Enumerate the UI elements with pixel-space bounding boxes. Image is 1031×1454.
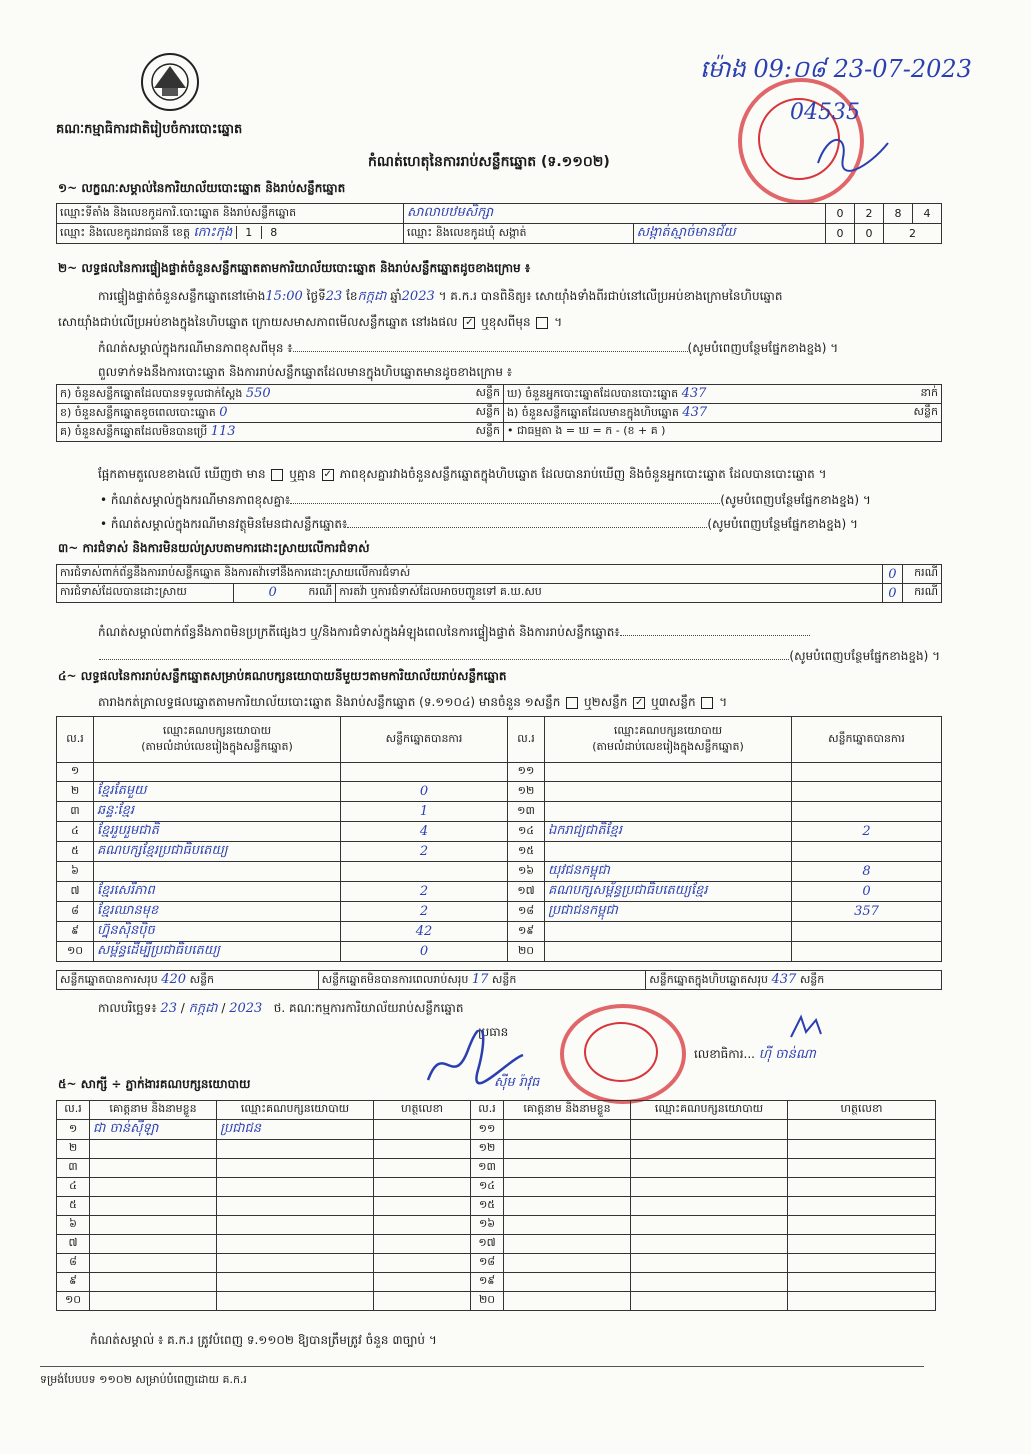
witness-sign-cell bbox=[374, 1120, 471, 1140]
result-votes-cell: 357 bbox=[792, 902, 942, 922]
section2-title: ២~ លទ្ធផលនៃការផ្ទៀងផ្ទាត់ចំនួនសន្លឹកឆ្នោតតាមការិយាល័យបោះឆ្នោត និងរាប់សន្លឹកឆ្នោតដូចខាងក្រោម ៖ bbox=[58, 261, 531, 275]
result-votes-cell bbox=[341, 862, 508, 882]
has-difference-checkbox[interactable] bbox=[271, 469, 283, 481]
result-no-cell: ៤ bbox=[57, 822, 94, 842]
witness-party-cell bbox=[631, 1178, 788, 1197]
witness-row bbox=[57, 1216, 936, 1235]
bullet-difference: • កំណត់សម្គាល់ក្នុងករណីមានភាពខុសគ្នា៖ (សូមបំពេញបន្ថែមផ្នែកខាងខ្នង) ។ bbox=[100, 493, 871, 507]
section5-title: ៥~ សាក្សី ÷ ភ្នាក់ងារគណបក្សនយោបាយ bbox=[58, 1077, 251, 1091]
resolved-label: ការជំទាស់ដែលបានដោះស្រាយ bbox=[57, 584, 234, 603]
witness-party-cell bbox=[631, 1120, 788, 1140]
result-party-cell: ហ្វ៊ុនស៊ិនប៉ិច bbox=[94, 922, 341, 942]
result-party-cell: សម្ព័ន្ធដើម្បីប្រជាធិបតេយ្យ bbox=[94, 942, 341, 962]
result-party-cell bbox=[545, 763, 792, 782]
chair-label: ប្រធាន bbox=[478, 1025, 509, 1039]
result-party-cell: ឆន្ទៈខ្មែរ bbox=[94, 802, 341, 822]
witness-sign-cell bbox=[788, 1140, 936, 1159]
witness-party-cell bbox=[631, 1292, 788, 1311]
location-code-2: 2 bbox=[855, 204, 884, 224]
witness-no-cell: ១៥ bbox=[471, 1197, 504, 1216]
w-col-no-right: ល.រ bbox=[471, 1101, 504, 1120]
witness-sign-cell bbox=[374, 1254, 471, 1273]
witness-no-cell: ៥ bbox=[57, 1197, 90, 1216]
voters-value: 437 bbox=[681, 385, 707, 401]
box-total: សន្លឹកឆ្នោតក្នុងហិបឆ្នោតសរុប 437 សន្លឹក bbox=[646, 971, 942, 990]
witness-no-cell: ១៩ bbox=[471, 1273, 504, 1292]
witness-sign-cell bbox=[788, 1197, 936, 1216]
result-no-cell: ១០ bbox=[57, 942, 94, 962]
witness-name-cell bbox=[90, 1197, 217, 1216]
footer-divider bbox=[40, 1366, 924, 1367]
witness-name-cell bbox=[504, 1178, 631, 1197]
one-sheet-checkbox[interactable] bbox=[566, 697, 578, 709]
witness-row bbox=[57, 1178, 936, 1197]
col-party-right: ឈ្មោះគណបក្សនយោបាយ (តាមលំដាប់លេខរៀងក្នុងសន្លឹកឆ្នោត) bbox=[545, 717, 792, 763]
valid-total-value: 420 bbox=[161, 971, 187, 987]
result-votes-cell: 2 bbox=[341, 882, 508, 902]
witness-sign-cell bbox=[788, 1254, 936, 1273]
result-votes-cell: 1 bbox=[341, 802, 508, 822]
witness-party-cell bbox=[217, 1292, 374, 1311]
result-no-cell: ១៥ bbox=[508, 842, 545, 862]
table-row bbox=[57, 942, 942, 962]
w-col-sign-right: ហត្ថលេខា bbox=[788, 1101, 936, 1120]
witness-party-cell bbox=[631, 1216, 788, 1235]
witness-no-cell: ១៧ bbox=[471, 1235, 504, 1254]
results-table bbox=[56, 716, 942, 962]
col-votes-right: សន្លឹកឆ្នោតបានការ bbox=[792, 717, 942, 763]
complaints-table bbox=[56, 564, 942, 603]
received-ballots-value: 550 bbox=[245, 385, 271, 401]
location-code-1: 0 bbox=[826, 204, 855, 224]
witness-name-cell bbox=[504, 1197, 631, 1216]
witness-party-cell bbox=[217, 1178, 374, 1197]
date-line: កាលបរិច្ឆេទ៖ 23 / កក្កដា / 2023 ថ. គណៈកម្មការការិយាល័យរាប់សន្លឹកឆ្នោត bbox=[98, 1001, 464, 1016]
result-no-cell: ១ bbox=[57, 763, 94, 782]
voters-row: ឃ) ចំនួនអ្នកបោះឆ្នោតដែលបានបោះឆ្នោត 437 នាក់ bbox=[504, 385, 942, 404]
result-no-cell: ១៨ bbox=[508, 902, 545, 922]
witness-no-cell: ៧ bbox=[57, 1235, 90, 1254]
three-sheet-checkbox[interactable] bbox=[701, 697, 713, 709]
result-votes-cell bbox=[792, 763, 942, 782]
seal-check-line: សោយ៉ាំងជាប់លើប្រអប់ខាងក្នុងនៃហិបឆ្នោត ក្រោយសមាសភាពមើលសន្លឹកឆ្នោត នៅរងផល ✓ ឬខុសពីមុន ។ bbox=[58, 315, 563, 329]
result-no-cell: ២ bbox=[57, 782, 94, 802]
result-no-cell: ៥ bbox=[57, 842, 94, 862]
witness-name-cell bbox=[90, 1235, 217, 1254]
result-votes-cell: 2 bbox=[792, 822, 942, 842]
result-party-cell bbox=[545, 782, 792, 802]
witness-no-cell: ៩ bbox=[57, 1273, 90, 1292]
section4-title: ៤~ លទ្ធផលនៃការរាប់សន្លឹកឆ្នោតសម្រាប់គណបក្សនយោបាយនីមួយៗតាមការិយាល័យរាប់សន្លឹកឆ្នោត bbox=[58, 669, 507, 683]
witness-row bbox=[57, 1292, 936, 1311]
witness-party-cell bbox=[217, 1254, 374, 1273]
witness-no-cell: ១៦ bbox=[471, 1216, 504, 1235]
witness-no-cell: ១៨ bbox=[471, 1254, 504, 1273]
commune-code-2: 0 bbox=[855, 224, 884, 244]
province-code-2: 8 bbox=[261, 226, 286, 239]
result-votes-cell bbox=[792, 942, 942, 962]
location-value: សាលាបឋមសិក្សា bbox=[404, 204, 826, 224]
witness-name-cell bbox=[90, 1273, 217, 1292]
footnote: កំណត់សម្គាល់ ៖ គ.ក.រ ត្រូវបំពេញ ទ.១១០២ ឱ្យបានត្រឹមត្រូវ ចំនួន ៣ច្បាប់ ។ bbox=[90, 1333, 437, 1347]
table-row bbox=[57, 922, 942, 942]
result-no-cell: ៨ bbox=[57, 902, 94, 922]
witness-sign-cell bbox=[788, 1292, 936, 1311]
witness-party-cell bbox=[631, 1140, 788, 1159]
irregularity-hint: (សូមបំពេញបន្ថែមផ្នែកខាងខ្នង) ។ bbox=[58, 648, 940, 664]
nec-emblem-icon bbox=[132, 48, 210, 114]
province-value: កោះកុង bbox=[193, 225, 233, 240]
result-party-cell bbox=[545, 842, 792, 862]
witness-name-cell bbox=[504, 1273, 631, 1292]
witness-party-cell bbox=[631, 1254, 788, 1273]
result-party-cell: យុវជនកម្ពុជា bbox=[545, 862, 792, 882]
witness-name-cell bbox=[504, 1159, 631, 1178]
valid-total: សន្លឹកឆ្នោតបានការសរុប 420 សន្លឹក bbox=[57, 971, 319, 990]
witness-row bbox=[57, 1197, 936, 1216]
box-ballots-row: ង) ចំនួនសន្លឹកឆ្នោតដែលមានក្នុងហិបឆ្នោត 437 សន្លឹក bbox=[504, 404, 942, 423]
witness-no-cell: ១១ bbox=[471, 1120, 504, 1140]
witness-row bbox=[57, 1273, 936, 1292]
witness-party-cell bbox=[217, 1235, 374, 1254]
witness-name-cell bbox=[504, 1140, 631, 1159]
stamp-bottom-inner-ring bbox=[584, 1022, 658, 1082]
result-votes-cell bbox=[792, 802, 942, 822]
result-votes-cell bbox=[341, 763, 508, 782]
witness-no-cell: ២០ bbox=[471, 1292, 504, 1311]
witness-sign-cell bbox=[374, 1140, 471, 1159]
complaints-label: ការជំទាស់ពាក់ព័ន្ធនឹងការរាប់សន្លឹកឆ្នោត និងការតវ៉ាទៅនឹងការដោះស្រាយលើការជំទាស់ bbox=[57, 565, 883, 584]
section1-table bbox=[56, 203, 942, 244]
witness-no-cell: ១៤ bbox=[471, 1178, 504, 1197]
witness-party-cell bbox=[631, 1273, 788, 1292]
witness-row bbox=[57, 1120, 936, 1140]
result-votes-cell: 0 bbox=[341, 782, 508, 802]
table-row bbox=[57, 782, 942, 802]
result-party-cell: ខ្មែរសេរីភាព bbox=[94, 882, 341, 902]
result-party-cell: ប្រជាជនកម្ពុជា bbox=[545, 902, 792, 922]
result-votes-cell: 0 bbox=[341, 942, 508, 962]
difference-note-line: កំណត់សម្គាល់ក្នុងករណីមានភាពខុសពីមុន ៖ (សូមបំពេញបន្ថែមផ្នែកខាងខ្នង) ។ bbox=[98, 341, 839, 355]
witness-party-cell bbox=[217, 1273, 374, 1292]
appeal-label: ការតវ៉ា ឬការជំទាស់ដែលអាចបញ្ជូនទៅ គ.ឃ.សប bbox=[336, 584, 883, 603]
result-votes-cell: 2 bbox=[341, 902, 508, 922]
witness-no-cell: ១០ bbox=[57, 1292, 90, 1311]
secretary-line: លេខាធិការ... ហ៊ី ចាន់ណា bbox=[694, 1047, 816, 1062]
witness-party-cell bbox=[217, 1140, 374, 1159]
result-party-cell bbox=[545, 922, 792, 942]
date-year: 2023 bbox=[229, 1001, 263, 1016]
witness-row bbox=[57, 1140, 936, 1159]
result-no-cell: ៩ bbox=[57, 922, 94, 942]
results-sheet-line: តារាងកត់ត្រាលទ្ធផលឆ្នោតតាមការិយាល័យបោះឆ្នោត និងរាប់សន្លឹកឆ្នោត (ទ.១១០៤) មានចំនួន ១សន្លឹក ឬ២សន្លឹក ✓ ឬ៣សន្លឹក ។ bbox=[98, 695, 728, 709]
result-party-cell: ខ្មែររួបរួមជាតិ bbox=[94, 822, 341, 842]
table-row bbox=[57, 882, 942, 902]
witness-name-cell bbox=[90, 1159, 217, 1178]
table-row bbox=[57, 862, 942, 882]
witness-sign-cell bbox=[788, 1120, 936, 1140]
witness-name-cell bbox=[504, 1292, 631, 1311]
section3-title: ៣~ ការជំទាស់ និងការមិនយល់ស្របតាមការដោះស្រាយលើការជំទាស់ bbox=[58, 541, 370, 555]
witness-table bbox=[56, 1100, 936, 1311]
result-no-cell: ៦ bbox=[57, 862, 94, 882]
result-no-cell: ១២ bbox=[508, 782, 545, 802]
witness-sign-cell bbox=[788, 1273, 936, 1292]
witness-party-cell bbox=[631, 1197, 788, 1216]
location-code-4: 4 bbox=[913, 204, 942, 224]
verification-month: កក្កដា bbox=[357, 289, 387, 304]
witness-name-cell bbox=[90, 1178, 217, 1197]
no-difference-checkbox[interactable]: ✓ bbox=[323, 468, 332, 480]
box-total-value: 437 bbox=[771, 971, 797, 987]
committee-name: គណៈកម្មាធិការជាតិរៀបចំការបោះឆ្នោត bbox=[56, 122, 243, 137]
result-votes-cell: 2 bbox=[341, 842, 508, 862]
received-ballots-row: ក) ចំនួនសន្លឹកឆ្នោតដែលបានទទួលជាក់ស្តែង 550 សន្លឹក bbox=[57, 385, 504, 404]
form-title: កំណត់ហេតុនៃការរាប់សន្លឹកឆ្នោត (ទ.១១០២) bbox=[368, 154, 610, 170]
col-votes-left: សន្លឹកឆ្នោតបានការ bbox=[341, 717, 508, 763]
unused-ballots-value: 113 bbox=[210, 423, 236, 439]
result-votes-cell bbox=[792, 782, 942, 802]
w-col-party-right: ឈ្មោះគណបក្សនយោបាយ bbox=[631, 1101, 788, 1120]
result-no-cell: ៣ bbox=[57, 802, 94, 822]
two-sheet-checkbox[interactable]: ✓ bbox=[635, 696, 644, 708]
box-ballots-value: 437 bbox=[682, 404, 708, 420]
witness-row bbox=[57, 1235, 936, 1254]
signature-top-icon bbox=[808, 128, 898, 178]
witness-sign-cell bbox=[374, 1292, 471, 1311]
bullet-foreign-object: • កំណត់សម្គាល់ក្នុងករណីមានវត្ថុមិនមែនជាសន្លឹកឆ្នោត៖ (សូមបំពេញបន្ថែមផ្នែកខាងខ្នង) ។ bbox=[100, 517, 858, 531]
witness-party-cell bbox=[217, 1197, 374, 1216]
appeal-value: 0 bbox=[883, 584, 902, 603]
committee-sign-label: ថ. គណៈកម្មការការិយាល័យរាប់សន្លឹកឆ្នោត bbox=[273, 1001, 464, 1015]
commune-code-3: 2 bbox=[884, 224, 942, 244]
witness-no-cell: ១៣ bbox=[471, 1159, 504, 1178]
table-row bbox=[57, 822, 942, 842]
invalid-total: សន្លឹកឆ្នោតមិនបានការពេលរាប់សរុប 17 សន្លឹក bbox=[318, 971, 646, 990]
witness-party-cell: ប្រជាជន bbox=[217, 1120, 374, 1140]
result-party-cell bbox=[94, 862, 341, 882]
w-col-sign-left: ហត្ថលេខា bbox=[374, 1101, 471, 1120]
date-day: 23 bbox=[160, 1001, 177, 1016]
result-votes-cell: 4 bbox=[341, 822, 508, 842]
witness-name-cell: ជា ចាន់ស៊ីឡា bbox=[90, 1120, 217, 1140]
witness-no-cell: ៦ bbox=[57, 1216, 90, 1235]
table-intro: ពួលទាក់ទងនឹងការបោះឆ្នោត និងការរាប់សន្លឹកឆ្នោតដែលមានក្នុងហិបឆ្នោតមានដូចខាងក្រោម ៖ bbox=[98, 365, 513, 379]
table-row bbox=[57, 842, 942, 862]
unused-ballots-row: គ) ចំនួនសន្លឹកឆ្នោតដែលមិនបានប្រើ 113 សន្លឹក bbox=[57, 423, 504, 442]
formula: • ជាធម្មតា ង = ឃ = ក - (ខ + គ ) bbox=[504, 423, 942, 442]
result-no-cell: ២០ bbox=[508, 942, 545, 962]
table-row bbox=[57, 763, 942, 782]
result-no-cell: ១៤ bbox=[508, 822, 545, 842]
commune-code-1: 0 bbox=[826, 224, 855, 244]
witness-row bbox=[57, 1159, 936, 1178]
spoiled-ballots-value: 0 bbox=[219, 404, 228, 420]
spoiled-ballots-row: ខ) ចំនួនសន្លឹកឆ្នោតខូចពេលបោះឆ្នោត 0 សន្លឹក bbox=[57, 404, 504, 423]
irregularity-note: កំណត់សម្គាល់ពាក់ព័ន្ធនឹងភាពមិនប្រក្រតីផ្សេងៗ ឬ/និងការជំទាស់ក្នុងអំឡុងពេលនៃការផ្ទៀងផ្ទាត់ និងការរាប់សន្លឹកឆ្នោត៖ bbox=[98, 624, 940, 640]
witness-no-cell: ៨ bbox=[57, 1254, 90, 1273]
same-checkbox[interactable]: ✓ bbox=[465, 316, 474, 328]
witness-no-cell: ១២ bbox=[471, 1140, 504, 1159]
result-votes-cell bbox=[792, 922, 942, 942]
complaints-value: 0 bbox=[883, 565, 902, 584]
witness-no-cell: ២ bbox=[57, 1140, 90, 1159]
secretary-signature-icon bbox=[786, 1012, 826, 1042]
complaints-unit: ករណី bbox=[902, 565, 941, 584]
witness-sign-cell bbox=[374, 1216, 471, 1235]
result-no-cell: ១៩ bbox=[508, 922, 545, 942]
witness-sign-cell bbox=[788, 1159, 936, 1178]
witness-sign-cell bbox=[374, 1178, 471, 1197]
section1-title: ១~ លក្ខណៈសម្គាល់នៃការិយាល័យបោះឆ្នោត និងរាប់សន្លឹកឆ្នោត bbox=[58, 181, 346, 195]
verification-time: 15:00 bbox=[265, 289, 303, 304]
witness-name-cell bbox=[504, 1235, 631, 1254]
result-votes-cell: 8 bbox=[792, 862, 942, 882]
stamp-number: 04535 bbox=[790, 100, 860, 125]
col-no-right: ល.រ bbox=[508, 717, 545, 763]
witness-name-cell bbox=[90, 1254, 217, 1273]
witness-party-cell bbox=[217, 1159, 374, 1178]
witness-party-cell bbox=[217, 1216, 374, 1235]
col-party-left: ឈ្មោះគណបក្សនយោបាយ (តាមលំដាប់លេខរៀងក្នុងសន្លឹកឆ្នោត) bbox=[94, 717, 341, 763]
difference-line: ផ្អែកតាមតួលេខខាងលើ ឃើញថា មាន ឬគ្មាន ✓ ភាពខុសគ្នារវាងចំនួនសន្លឹកឆ្នោតក្នុងហិបឆ្នោត ដែលបានរាប់ឃើញ និងចំនួនអ្នកបោះឆ្នោត ដែលបានបោះឆ្នោត ។ bbox=[98, 467, 827, 481]
witness-sign-cell bbox=[374, 1235, 471, 1254]
invalid-total-value: 17 bbox=[471, 971, 489, 987]
result-votes-cell: 42 bbox=[341, 922, 508, 942]
w-col-name-right: គោត្តនាម និងនាមខ្លួន bbox=[504, 1101, 631, 1120]
secretary-name: ហ៊ី ចាន់ណា bbox=[758, 1047, 816, 1062]
result-votes-cell bbox=[792, 842, 942, 862]
witness-sign-cell bbox=[374, 1197, 471, 1216]
resolved-value: 0 bbox=[268, 585, 277, 600]
location-label: ឈ្មោះទីតាំង និងលេខកូដការិ.បោះឆ្នោត និងរាប់សន្លឹកឆ្នោត bbox=[57, 204, 404, 224]
witness-row bbox=[57, 1254, 936, 1273]
result-no-cell: ១៦ bbox=[508, 862, 545, 882]
w-col-name-left: គោត្តនាម និងនាមខ្លួន bbox=[90, 1101, 217, 1120]
witness-sign-cell bbox=[374, 1273, 471, 1292]
verification-day: 23 bbox=[325, 289, 343, 304]
w-col-party-left: ឈ្មោះគណបក្សនយោបាយ bbox=[217, 1101, 374, 1120]
appeal-unit: ករណី bbox=[902, 584, 941, 603]
verification-year: 2023 bbox=[401, 289, 435, 304]
result-party-cell bbox=[94, 763, 341, 782]
witness-name-cell bbox=[90, 1216, 217, 1235]
result-no-cell: ១១ bbox=[508, 763, 545, 782]
result-no-cell: ១៣ bbox=[508, 802, 545, 822]
table-row bbox=[57, 802, 942, 822]
result-party-cell: គណបក្សសម្ព័ន្ធប្រជាធិបតេយ្យខ្មែរ bbox=[545, 882, 792, 902]
witness-sign-cell bbox=[788, 1235, 936, 1254]
result-party-cell: ខ្មែរតែមួយ bbox=[94, 782, 341, 802]
witness-name-cell bbox=[504, 1120, 631, 1140]
result-party-cell: គណបក្សខ្មែរប្រជាធិបតេយ្យ bbox=[94, 842, 341, 862]
witness-name-cell bbox=[90, 1292, 217, 1311]
col-no-left: ល.រ bbox=[57, 717, 94, 763]
result-party-cell bbox=[545, 802, 792, 822]
witness-sign-cell bbox=[788, 1178, 936, 1197]
province-label: ឈ្មោះ និងលេខកូដរាជធានី ខេត្ត កោះកុង 1 8 bbox=[57, 224, 404, 244]
witness-name-cell bbox=[504, 1254, 631, 1273]
province-code-1: 1 bbox=[236, 226, 261, 239]
commune-value: សង្កាត់ស្មាច់មានជ័យ bbox=[633, 224, 825, 244]
w-col-no-left: ល.រ bbox=[57, 1101, 90, 1120]
handwritten-received-note: ម៉ោង 09:០៨ 23-07-2023 bbox=[700, 55, 972, 83]
witness-no-cell: ១ bbox=[57, 1120, 90, 1140]
resolved-cell: 0 ករណី bbox=[234, 584, 336, 603]
different-checkbox[interactable] bbox=[536, 317, 548, 329]
result-votes-cell: 0 bbox=[792, 882, 942, 902]
commune-label: ឈ្មោះ និងលេខកូដឃុំ សង្កាត់ bbox=[404, 224, 634, 244]
table-row bbox=[57, 902, 942, 922]
result-party-cell: ខ្មែរឈានមុខ bbox=[94, 902, 341, 922]
chair-name: ស៊ីម រ៉ាវុធ bbox=[494, 1075, 540, 1090]
result-no-cell: ១៧ bbox=[508, 882, 545, 902]
witness-no-cell: ៣ bbox=[57, 1159, 90, 1178]
witness-party-cell bbox=[631, 1235, 788, 1254]
result-no-cell: ៧ bbox=[57, 882, 94, 902]
footer: ទម្រង់បែបបទ ១១០២ សម្រាប់បំពេញដោយ គ.ក.រ bbox=[40, 1373, 247, 1386]
witness-no-cell: ៤ bbox=[57, 1178, 90, 1197]
result-party-cell: ឯករាជ្យជាតិខ្មែរ bbox=[545, 822, 792, 842]
witness-party-cell bbox=[631, 1159, 788, 1178]
witness-name-cell bbox=[504, 1216, 631, 1235]
witness-sign-cell bbox=[374, 1159, 471, 1178]
result-party-cell bbox=[545, 942, 792, 962]
location-code-3: 8 bbox=[884, 204, 913, 224]
date-month: កក្កដា bbox=[188, 1001, 218, 1016]
witness-sign-cell bbox=[788, 1216, 936, 1235]
witness-name-cell bbox=[90, 1140, 217, 1159]
verification-line: ការផ្ទៀងផ្ទាត់ចំនួនសន្លឹកឆ្នោតនៅម៉ោង15:00 ថ្ងៃទី23 ខែកក្កដា ឆ្នាំ2023 ។ គ.ក.រ បានពិនិត្យ៖ សោយ៉ាំងទាំងពីរជាប់នៅលើប្រអប់ខាងក្រោមនៃហិបឆ្នោត bbox=[98, 289, 783, 304]
results-summary bbox=[56, 970, 942, 990]
ballot-count-table bbox=[56, 384, 942, 442]
